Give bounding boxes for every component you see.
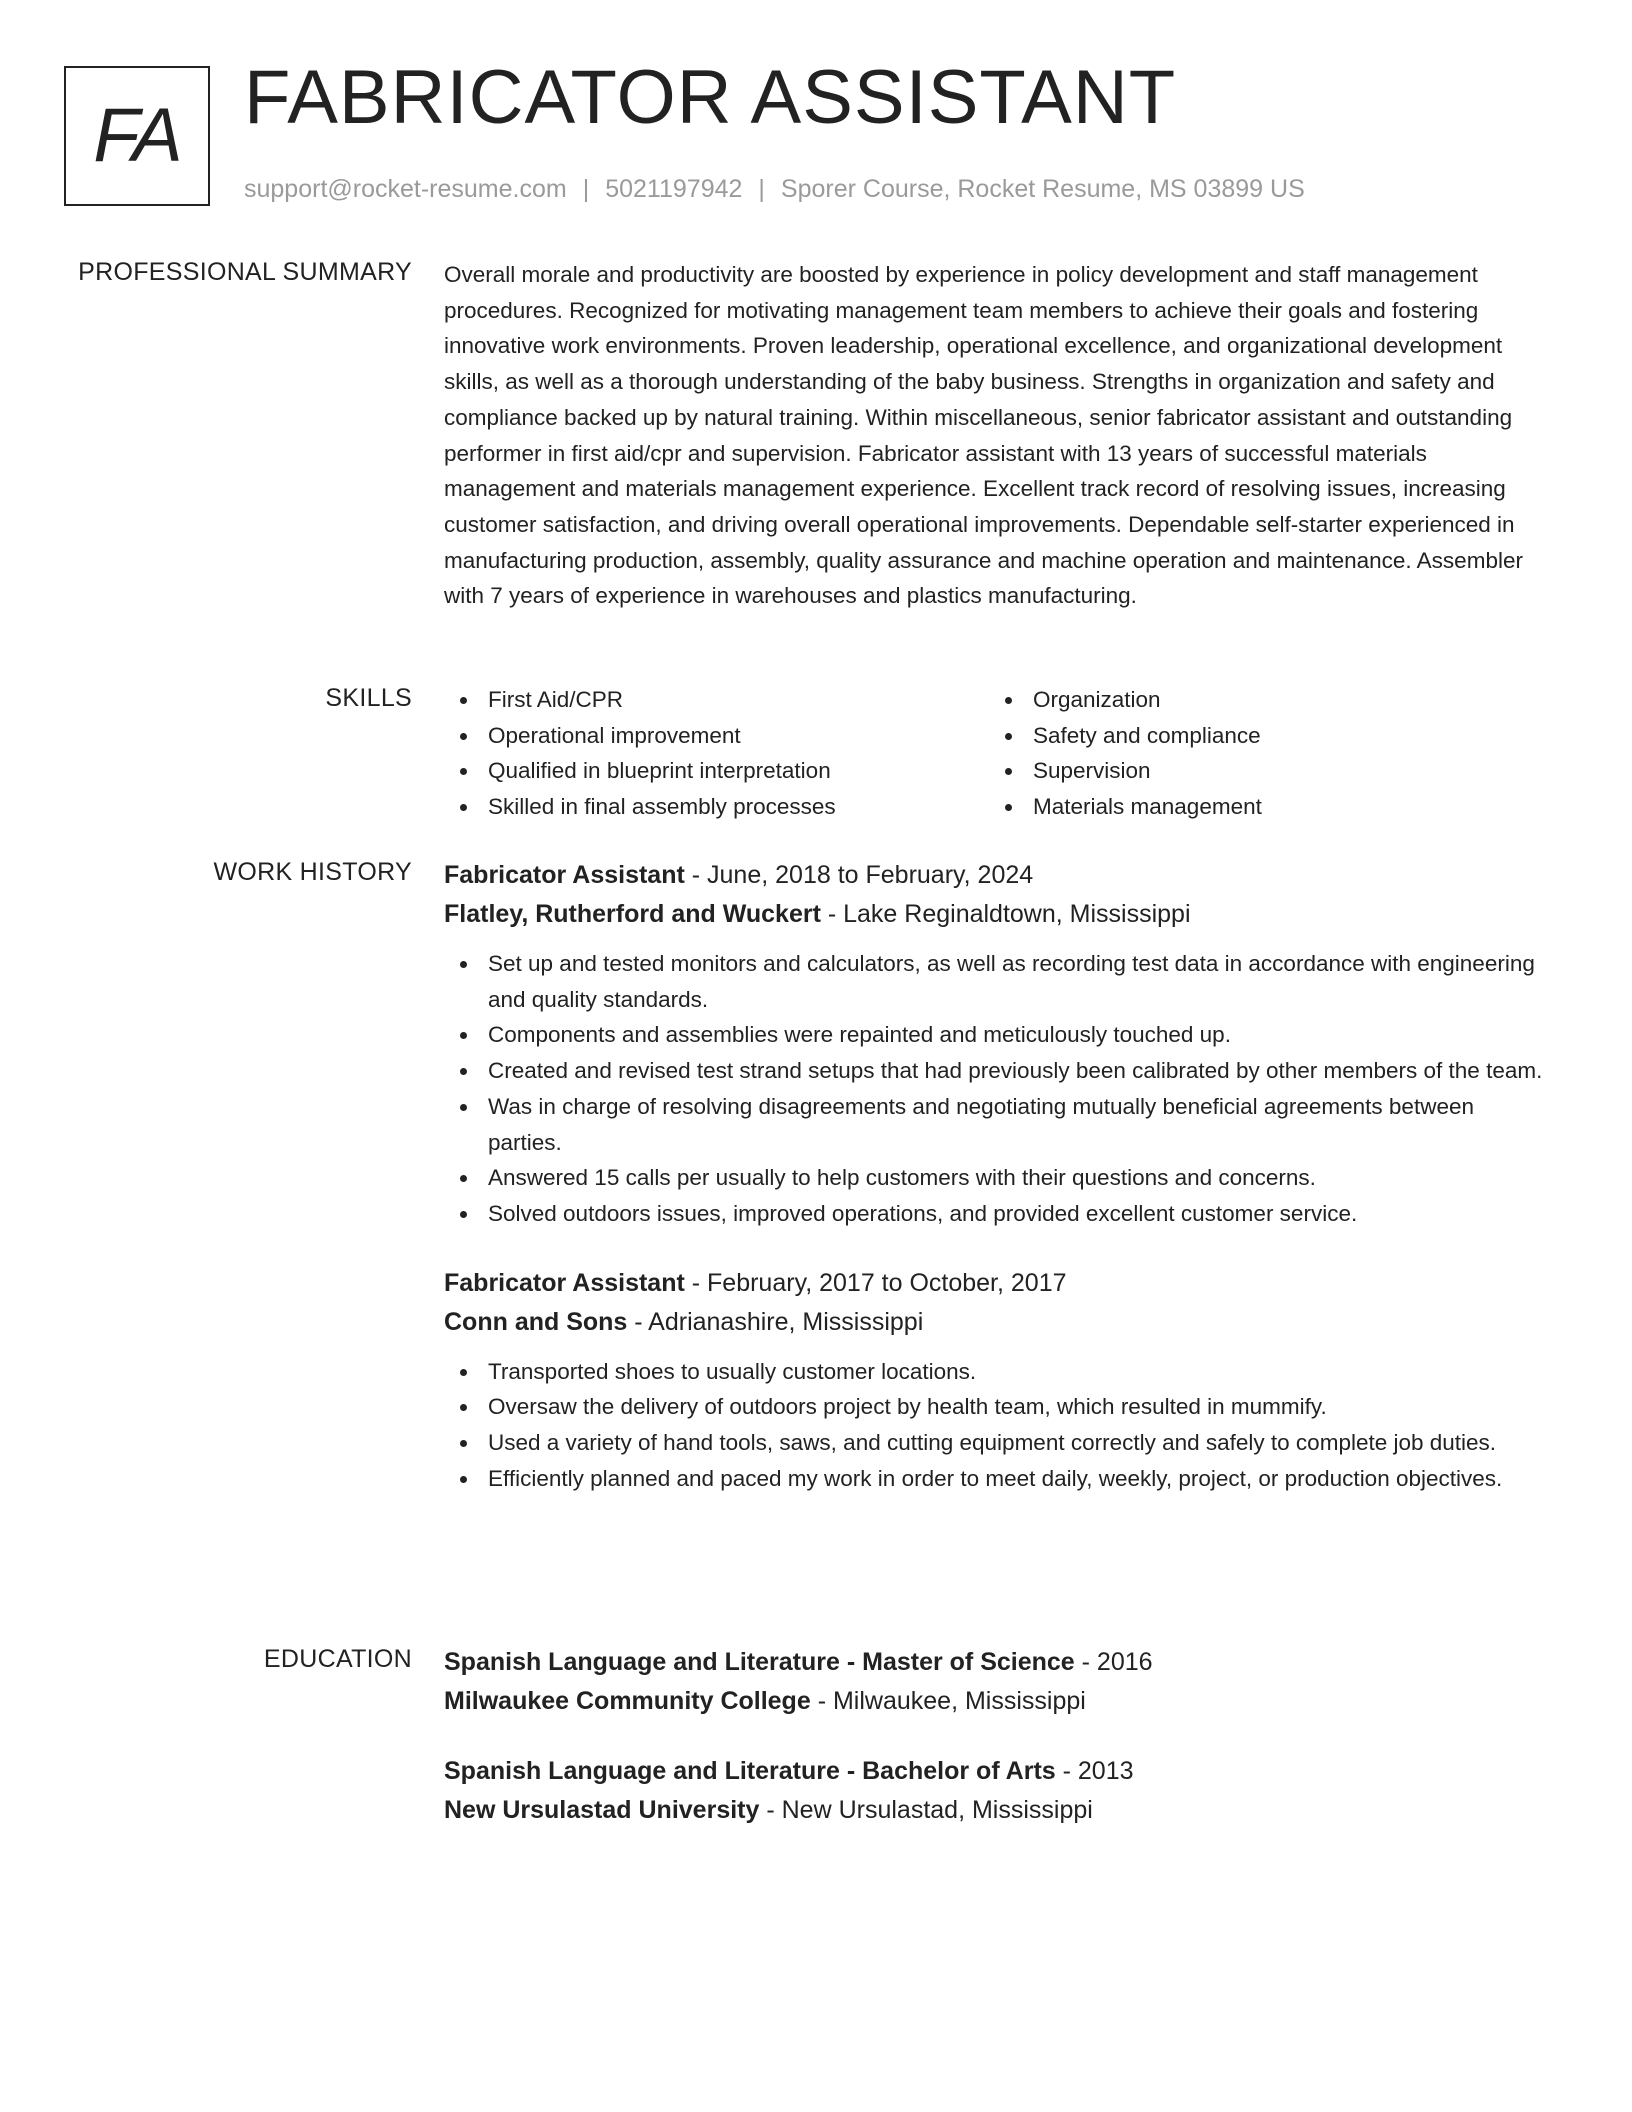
contact-address: Sporer Course, Rocket Resume, MS 03899 US <box>780 175 1305 203</box>
monogram-box <box>64 66 210 206</box>
school-line <box>444 1791 1554 1830</box>
skill-item: First Aid/CPR <box>444 682 989 718</box>
job-entry <box>444 856 1554 1232</box>
summary-body <box>444 257 1554 614</box>
employer-name: Conn and Sons <box>444 1307 628 1336</box>
skills-columns <box>444 682 1554 825</box>
employer-line <box>444 895 1554 934</box>
skills-list-left <box>444 682 989 825</box>
education-body <box>444 1643 1554 1830</box>
contact-email[interactable]: support@rocket-resume.com <box>244 175 567 203</box>
skills-body <box>444 682 1554 825</box>
job-duties-list <box>444 1354 1554 1497</box>
skill-item: Skilled in final assembly processes <box>444 789 989 825</box>
job-duties-list <box>444 946 1554 1232</box>
employer-location: - Adrianashire, Mississippi <box>627 1307 924 1336</box>
contact-line <box>244 174 1305 204</box>
school-name: New Ursulastad University <box>444 1796 760 1824</box>
contact-separator: | <box>582 175 590 203</box>
school-location: - Milwaukee, Mississippi <box>810 1687 1086 1715</box>
degree-name: Spanish Language and Literature - Bachelor of Arts <box>444 1757 1056 1785</box>
skill-item: Organization <box>989 682 1534 718</box>
contact-separator: | <box>758 175 765 203</box>
section-label-education: EDUCATION <box>263 1645 412 1673</box>
job-title-line <box>444 856 1554 895</box>
section-label-summary: PROFESSIONAL SUMMARY <box>78 258 412 286</box>
degree-line <box>444 1643 1554 1682</box>
skill-item: Materials management <box>989 789 1534 825</box>
job-duty: Components and assemblies were repainted and meticulously touched up. <box>444 1017 1554 1053</box>
school-location: - New Ursulastad, Mississippi <box>759 1796 1093 1824</box>
section-label-skills: SKILLS <box>325 684 412 712</box>
skill-item: Qualified in blueprint interpretation <box>444 753 989 789</box>
school-line <box>444 1682 1554 1721</box>
skills-list-right <box>989 682 1534 825</box>
skill-item: Operational improvement <box>444 718 989 754</box>
education-entry <box>444 1643 1554 1721</box>
work-history-body <box>444 856 1554 1496</box>
job-duty: Oversaw the delivery of outdoors project by health team, which resulted in mummify. <box>444 1389 1554 1425</box>
skill-item: Supervision <box>989 753 1534 789</box>
job-title: Fabricator Assistant <box>444 1268 685 1297</box>
education-entry <box>444 1752 1554 1830</box>
monogram-initials: FA <box>93 93 181 178</box>
job-duty: Transported shoes to usually customer locations. <box>444 1354 1554 1390</box>
degree-year: - 2016 <box>1074 1648 1153 1676</box>
employer-location: - Lake Reginaldtown, Mississippi <box>820 900 1191 928</box>
employer-name: Flatley, Rutherford and Wuckert <box>444 900 821 928</box>
section-label-work-history: WORK HISTORY <box>213 858 412 886</box>
job-duty: Efficiently planned and paced my work in order to meet daily, weekly, project, or production objectives. <box>444 1461 1554 1497</box>
job-title: Fabricator Assistant <box>444 861 685 889</box>
school-name: Milwaukee Community College <box>444 1687 811 1715</box>
candidate-name: FABRICATOR ASSISTANT <box>244 55 1177 140</box>
job-duty: Solved outdoors issues, improved operations, and provided excellent customer service. <box>444 1196 1554 1232</box>
degree-line <box>444 1752 1554 1791</box>
contact-phone[interactable]: 5021197942 <box>605 175 743 203</box>
job-duty: Answered 15 calls per usually to help customers with their questions and concerns. <box>444 1160 1554 1196</box>
job-dates: - June, 2018 to February, 2024 <box>684 861 1034 889</box>
job-dates: - February, 2017 to October, 2017 <box>684 1268 1067 1297</box>
degree-year: - 2013 <box>1055 1757 1134 1785</box>
job-duty: Set up and tested monitors and calculators, as well as recording test data in accordance with engineering and quality standards. <box>444 946 1554 1017</box>
job-title-line <box>444 1264 1554 1303</box>
job-duty: Was in charge of resolving disagreements and negotiating mutually beneficial agreements between parties. <box>444 1089 1554 1160</box>
job-entry <box>444 1264 1554 1497</box>
employer-line <box>444 1303 1554 1342</box>
skill-item: Safety and compliance <box>989 718 1534 754</box>
summary-text: Overall morale and productivity are boosted by experience in policy development and staff management procedures. Recognized for motivating management team members to achieve their goals and fostering innovative work environments. Proven leadership, operational excellence, and organizational development skills, as well as a thorough understanding of the baby business. Strengths in organization and safety and compliance backed up by natural training. Within miscellaneous, senior fabricator assistant and outstanding performer in first aid/cpr and supervision. Fabricator assistant with 13 years of successful materials management and materials management experience. Excellent track record of resolving issues, increasing customer satisfaction, and driving overall operational improvements. Dependable self-starter experienced in manufacturing production, assembly, quality assurance and machine operation and maintenance. Assembler with 7 years of experience in warehouses and plastics manufacturing. <box>444 262 1523 609</box>
job-duty: Created and revised test strand setups that had previously been calibrated by other members of the team. <box>444 1053 1554 1089</box>
job-duty: Used a variety of hand tools, saws, and cutting equipment correctly and safely to complete job duties. <box>444 1425 1554 1461</box>
degree-name: Spanish Language and Literature - Master of Science <box>444 1648 1075 1676</box>
